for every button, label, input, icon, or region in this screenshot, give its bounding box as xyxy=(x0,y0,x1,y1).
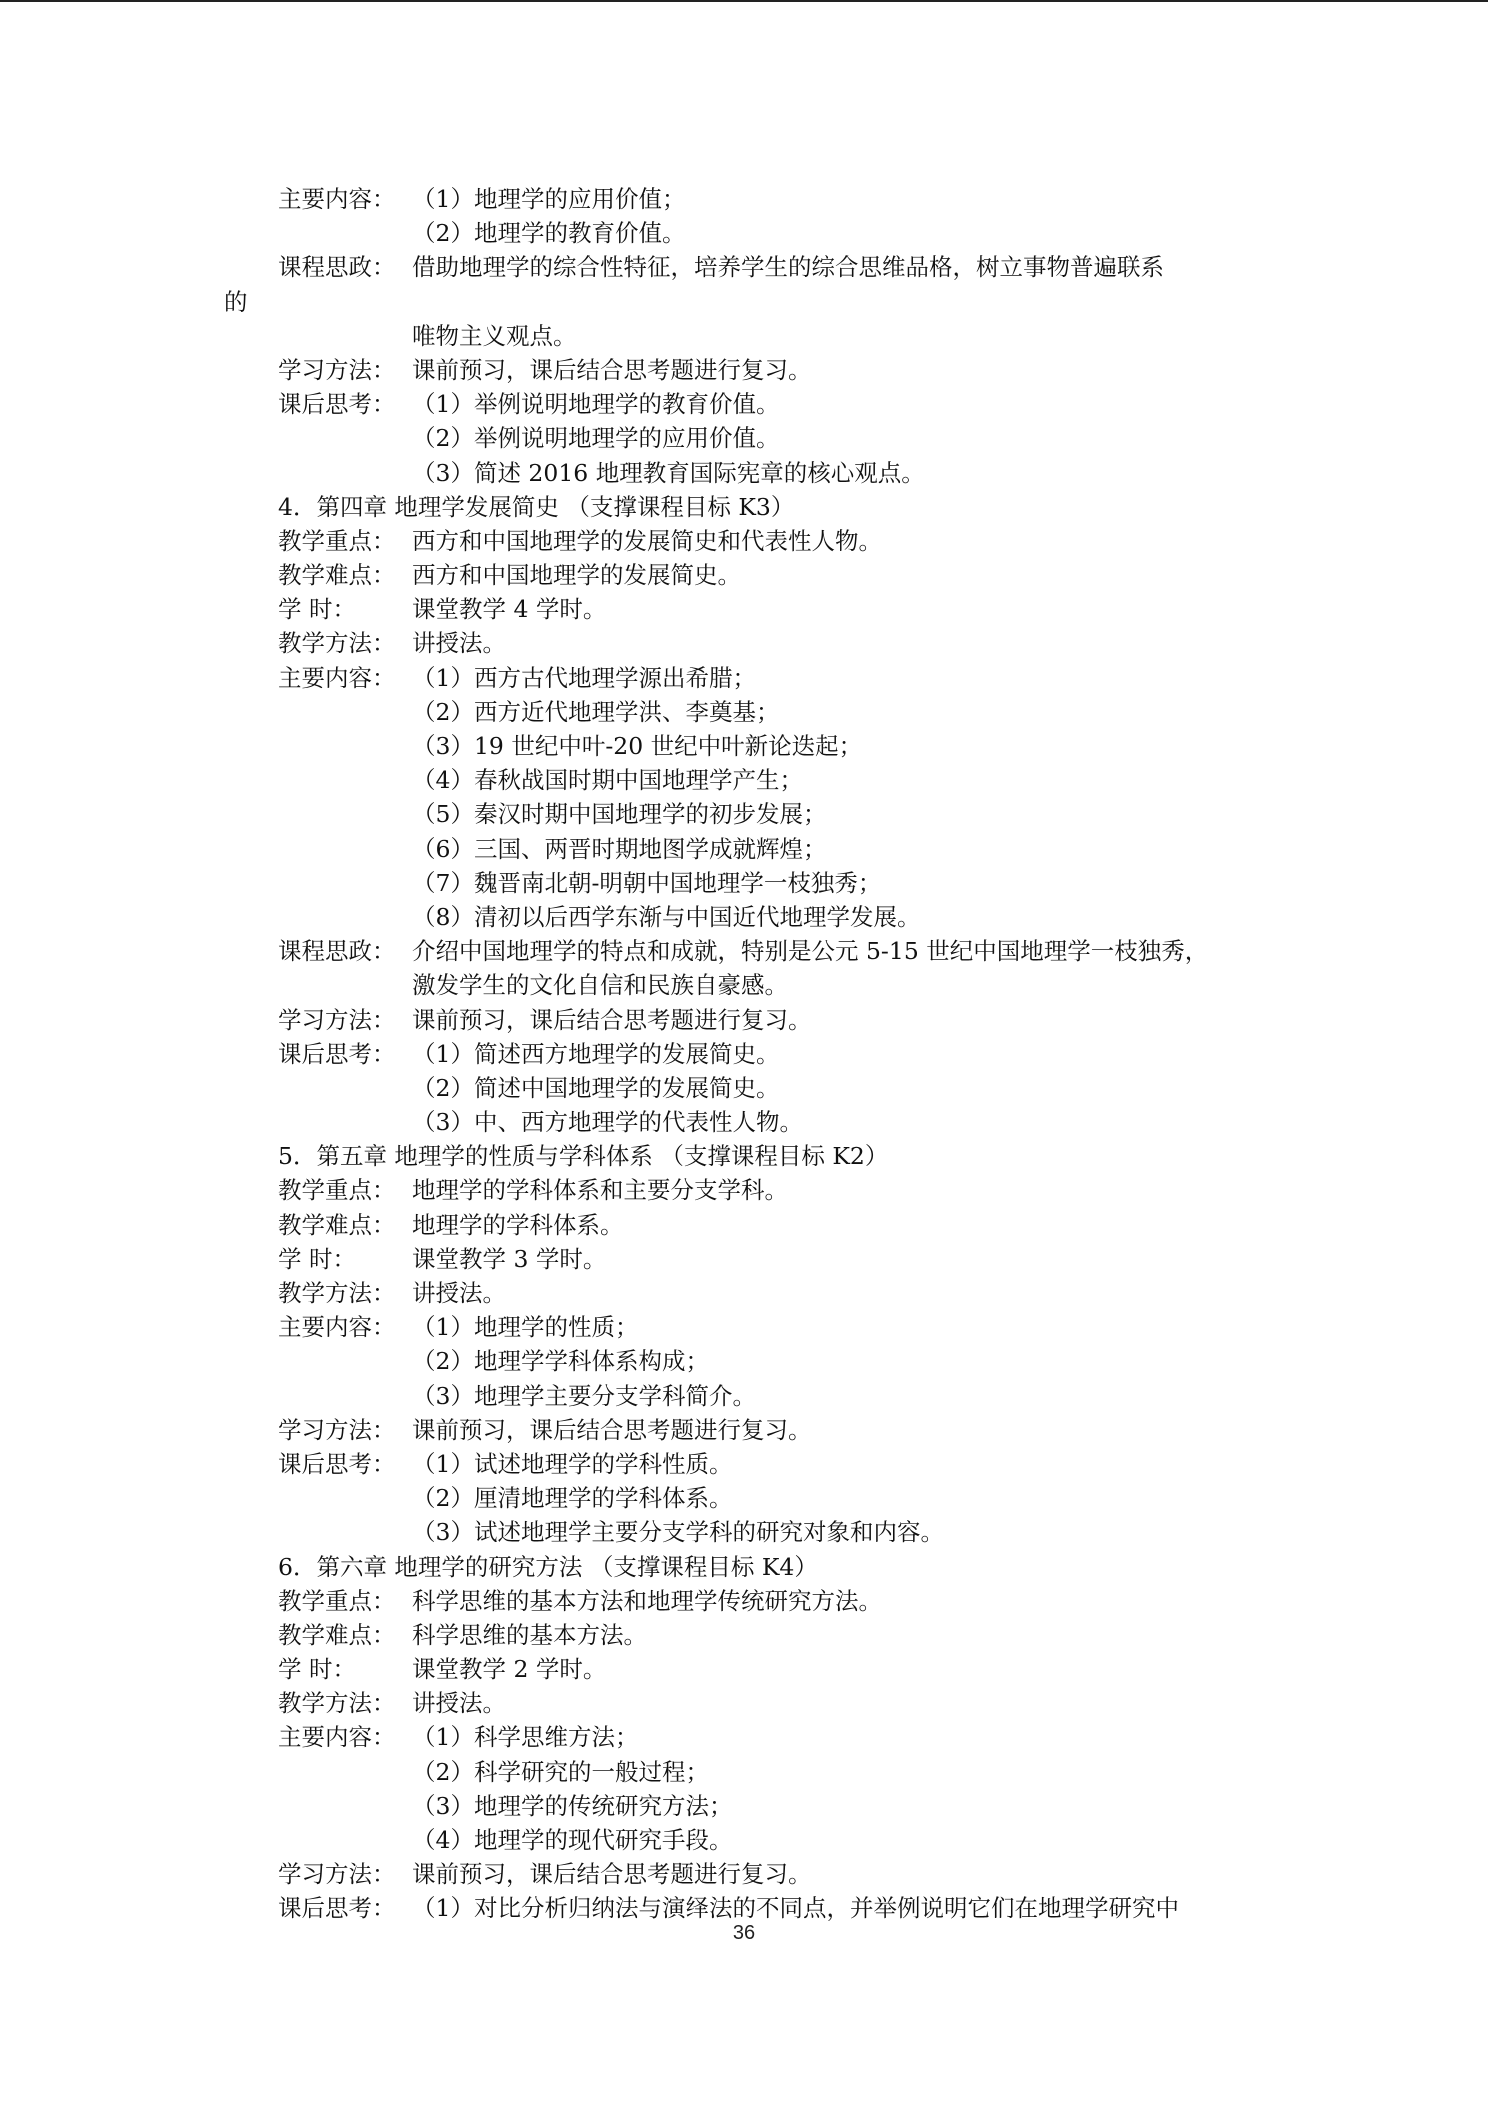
text-line xyxy=(0,626,1488,660)
text-line xyxy=(0,1344,1488,1378)
text-line xyxy=(0,1857,1488,1891)
text-line xyxy=(0,900,1488,934)
line-content: （2）举例说明地理学的应用价值。 xyxy=(412,424,780,453)
field-content: 课堂教学 2 学时。 xyxy=(412,1655,607,1684)
line-content: （4）春秋战国时期中国地理学产生； xyxy=(412,766,803,795)
line-content: （3）地理学的传统研究方法； xyxy=(412,1791,733,1820)
field-content: 西方和中国地理学的发展简史。 xyxy=(412,561,741,590)
field-label: 教学方法： xyxy=(278,1689,396,1718)
field-content: 科学思维的基本方法。 xyxy=(412,1620,647,1649)
field-content: 课堂教学 4 学时。 xyxy=(412,595,607,624)
line-content: （4）地理学的现代研究手段。 xyxy=(412,1826,733,1854)
page-top-border xyxy=(0,0,1488,2)
text-line xyxy=(0,695,1488,729)
text-line xyxy=(0,1208,1488,1242)
line-content: （3）19 世纪中叶-20 世纪中叶新论迭起； xyxy=(412,732,863,760)
field-content: 课前预习，课后结合思考题进行复习。 xyxy=(412,1005,812,1034)
text-line xyxy=(0,353,1488,387)
text-line xyxy=(0,661,1488,695)
page-number: 36 xyxy=(732,1922,756,1944)
line-content: （8）清初以后西学东渐与中国近代地理学发展。 xyxy=(412,902,921,931)
line-content: 的 xyxy=(224,287,248,316)
field-label: 课后思考： xyxy=(278,1449,396,1478)
field-label: 课后思考： xyxy=(278,1039,396,1068)
field-content: 地理学的学科体系和主要分支学科。 xyxy=(412,1176,788,1205)
field-content: （1）试述地理学的学科性质。 xyxy=(412,1449,733,1478)
text-line xyxy=(0,729,1488,763)
text-line xyxy=(0,1481,1488,1515)
field-content: 地理学的学科体系。 xyxy=(412,1210,624,1239)
field-content: （1）简述西方地理学的发展简史。 xyxy=(412,1039,780,1068)
field-content: （1）西方古代地理学源出希腊； xyxy=(412,663,756,692)
text-line xyxy=(0,1310,1488,1344)
text-line xyxy=(0,1618,1488,1652)
text-line xyxy=(0,1242,1488,1276)
field-content: 课前预习，课后结合思考题进行复习。 xyxy=(412,1860,812,1889)
field-label: 教学难点： xyxy=(278,1620,396,1649)
document-page xyxy=(0,182,1488,1926)
text-line xyxy=(0,1584,1488,1618)
field-content: 讲授法。 xyxy=(412,629,506,658)
text-line xyxy=(0,1755,1488,1789)
text-line xyxy=(0,558,1488,592)
text-line xyxy=(0,797,1488,831)
line-content: （7）魏晋南北朝-明朝中国地理学一枝独秀； xyxy=(412,868,882,897)
field-label: 教学难点： xyxy=(278,561,396,590)
line-content: （2）简述中国地理学的发展简史。 xyxy=(412,1073,780,1102)
line-content: （2）厘清地理学的学科体系。 xyxy=(412,1484,733,1513)
line-content: （3）地理学主要分支学科简介。 xyxy=(412,1381,756,1410)
text-line xyxy=(0,1105,1488,1139)
text-line xyxy=(0,592,1488,626)
text-line xyxy=(0,1173,1488,1207)
field-label: 学 时： xyxy=(278,595,356,624)
field-content: 介绍中国地理学的特点和成就，特别是公元 5-15 世纪中国地理学一枝独秀， xyxy=(412,937,1209,966)
text-line xyxy=(0,1891,1488,1925)
field-label: 主要内容： xyxy=(278,1313,396,1342)
text-line xyxy=(0,1379,1488,1413)
field-label: 课后思考： xyxy=(278,1894,396,1923)
line-content: （5）秦汉时期中国地理学的初步发展； xyxy=(412,800,827,829)
text-line xyxy=(0,250,1488,284)
field-label: 主要内容： xyxy=(278,185,396,213)
field-content: 课前预习，课后结合思考题进行复习。 xyxy=(412,355,812,384)
field-label: 学习方法： xyxy=(278,1860,396,1889)
line-content: （3）中、西方地理学的代表性人物。 xyxy=(412,1108,803,1137)
text-line xyxy=(0,1720,1488,1754)
field-content: 科学思维的基本方法和地理学传统研究方法。 xyxy=(412,1586,882,1615)
text-line xyxy=(0,182,1488,216)
text-line xyxy=(0,1789,1488,1823)
text-line xyxy=(0,1652,1488,1686)
field-label: 教学重点： xyxy=(278,1586,396,1615)
chapter-heading xyxy=(0,1139,1488,1173)
field-label: 课程思政： xyxy=(278,253,396,282)
field-label: 主要内容： xyxy=(278,1723,396,1752)
field-content: 讲授法。 xyxy=(412,1689,506,1718)
text-line xyxy=(0,934,1488,968)
field-content: 借助地理学的综合性特征，培养学生的综合思维品格，树立事物普遍联系 xyxy=(412,253,1164,282)
text-line xyxy=(0,216,1488,250)
text-line xyxy=(0,763,1488,797)
text-line xyxy=(0,1686,1488,1720)
text-line xyxy=(0,1515,1488,1549)
text-line xyxy=(0,1276,1488,1310)
text-line xyxy=(0,387,1488,421)
field-label: 主要内容： xyxy=(278,663,396,692)
line-content: （2）地理学学科体系构成； xyxy=(412,1347,709,1376)
chapter-heading xyxy=(0,490,1488,524)
line-content: （6）三国、两晋时期地图学成就辉煌； xyxy=(412,834,827,863)
text-line xyxy=(0,1447,1488,1481)
field-content: （1）地理学的应用价值； xyxy=(412,185,686,213)
text-line xyxy=(0,968,1488,1002)
chapter-heading xyxy=(0,1550,1488,1584)
text-line xyxy=(0,421,1488,455)
field-label: 学 时： xyxy=(278,1244,356,1273)
chapter-title: 6．第六章 地理学的研究方法 （支撑课程目标 K4） xyxy=(278,1552,818,1581)
text-line xyxy=(0,832,1488,866)
field-label: 课程思政： xyxy=(278,937,396,966)
field-label: 教学难点： xyxy=(278,1210,396,1239)
text-line xyxy=(0,1071,1488,1105)
field-label: 教学重点： xyxy=(278,1176,396,1205)
text-line xyxy=(0,1003,1488,1037)
field-content: （1）科学思维方法； xyxy=(412,1723,639,1752)
text-line xyxy=(0,1823,1488,1857)
text-line xyxy=(0,1413,1488,1447)
text-line xyxy=(0,319,1488,353)
text-line xyxy=(0,285,1488,319)
field-label: 课后思考： xyxy=(278,390,396,419)
line-content: 激发学生的文化自信和民族自豪感。 xyxy=(412,971,788,1000)
chapter-title: 4．第四章 地理学发展简史 （支撑课程目标 K3） xyxy=(278,492,795,521)
line-content: 唯物主义观点。 xyxy=(412,321,577,350)
field-content: 讲授法。 xyxy=(412,1279,506,1307)
field-content: （1）地理学的性质； xyxy=(412,1313,639,1342)
line-content: （2）地理学的教育价值。 xyxy=(412,219,686,248)
field-content: （1）对比分析归纳法与演绎法的不同点，并举例说明它们在地理学研究中 xyxy=(412,1894,1179,1923)
field-label: 学习方法： xyxy=(278,1005,396,1034)
text-line xyxy=(0,866,1488,900)
field-content: （1）举例说明地理学的教育价值。 xyxy=(412,390,780,419)
field-content: 西方和中国地理学的发展简史和代表性人物。 xyxy=(412,526,882,555)
field-label: 学习方法： xyxy=(278,355,396,384)
field-label: 学 时： xyxy=(278,1655,356,1684)
line-content: （2）科学研究的一般过程； xyxy=(412,1757,709,1786)
field-label: 教学方法： xyxy=(278,1279,396,1307)
text-line xyxy=(0,456,1488,490)
field-label: 教学方法： xyxy=(278,629,396,658)
line-content: （2）西方近代地理学洪、李奠基； xyxy=(412,697,780,726)
line-content: （3）试述地理学主要分支学科的研究对象和内容。 xyxy=(412,1518,944,1547)
text-line xyxy=(0,524,1488,558)
field-label: 教学重点： xyxy=(278,526,396,555)
line-content: （3）简述 2016 地理教育国际宪章的核心观点。 xyxy=(412,458,925,487)
chapter-title: 5．第五章 地理学的性质与学科体系 （支撑课程目标 K2） xyxy=(278,1142,889,1171)
field-content: 课前预习，课后结合思考题进行复习。 xyxy=(412,1415,812,1444)
field-label: 学习方法： xyxy=(278,1415,396,1444)
text-line xyxy=(0,1037,1488,1071)
field-content: 课堂教学 3 学时。 xyxy=(412,1244,607,1273)
